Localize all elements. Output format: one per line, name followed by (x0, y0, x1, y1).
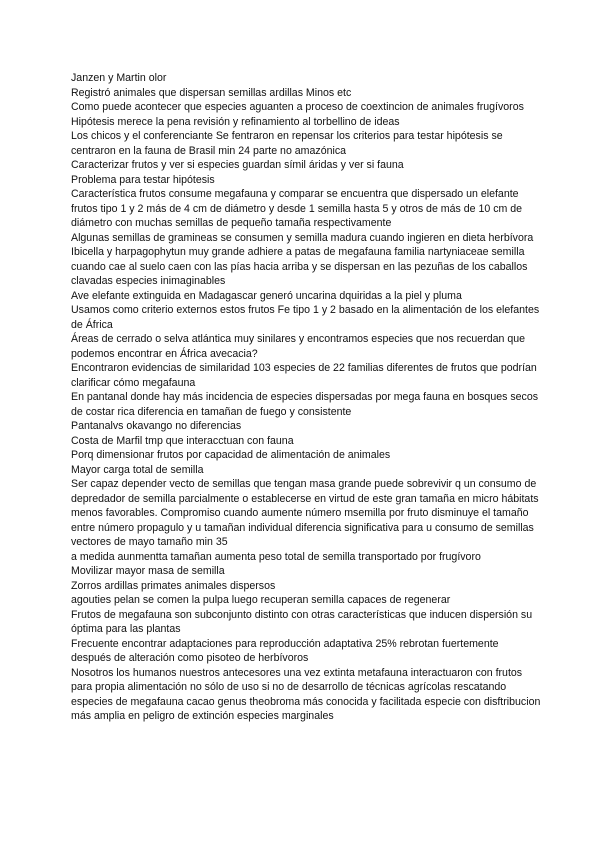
note-line: Característica frutos consume megafauna y comparar se encuentra que dispersado un elefante frutos tipo 1 y 2 más de 4 cm de diámetro y desde 1 semilla hasta 5 y otros de más de 10 cm de diámetro con muchas semillas de pequeño tamaña respectivamente (71, 188, 523, 229)
note-line: Ser capaz depender vecto de semillas que tengan masa grande puede sobrevivir q un consumo de depredador de semilla parcialmente o establecerse en virtud de este gran tamaña en micro hábitats menos favorables. Compromiso cuando aumente número msemilla por fruto disminuye el tamaño entre número propagulo y u tamañan individual diferencia significativa para u consumo de semillas vectores de mayo tamaño min 35 (71, 478, 539, 548)
note-line: agouties pelan se comen la pulpa luego recuperan semilla capaces de regenerar (71, 594, 451, 606)
note-line: Costa de Marfil tmp que interacctuan con fauna (71, 434, 294, 447)
note-line: Usamos como criterio externos estos frutos Fe tipo 1 y 2 basado en la alimentación de los elefantes de África (71, 304, 540, 331)
note-line: Como puede acontecer que especies aguanten a proceso de coextincion de animales frugívoros (71, 101, 524, 113)
note-line: Frecuente encontrar adaptaciones para reproducción adaptativa 25% rebrotan fuertemente después de alteración como pisoteo de herbívoros (71, 637, 499, 664)
notes-body (71, 71, 541, 724)
note-line: Ibicella y harpagophytun muy grande adhiere a patas de megafauna familia nartyniaceae semilla cuando cae al suelo caen con las pías hacia arriba y se dispersan en las pezuñas de los caballos clavadas especies inimaginables (71, 246, 528, 287)
note-line: Los chicos y el conferenciante Se fentraron en repensar los criterios para testar hipótesis se centraron en la fauna de Brasil min 24 parte no amazónica (71, 130, 503, 157)
note-line: Janzen y Martin olor (71, 72, 167, 84)
note-line: Registró animales que dispersan semillas ardillas Minos etc (71, 86, 352, 99)
note-line: Problema para testar hipótesis (71, 173, 215, 186)
note-line: a medida aunmentta tamañan aumenta peso total de semilla transportado por frugívoro (71, 550, 481, 563)
note-line: Nosotros los humanos nuestros antecesores una vez extinta metafauna interactuaron con frutos para propia alimentación no sólo de uso si no de desarrollo de técnicas agrícolas rescatando especies de megafauna cacao genus theobroma más conocida y facilitada especie con disftribucion más amplia en peligro de extinción especies marginales (71, 666, 541, 722)
note-line: Áreas de cerrado o selva atlántica muy sinilares y encontramos especies que nos recuerdan que podemos encontrar en África avecacia? (71, 333, 526, 360)
note-line: Hipótesis merece la pena revisión y refinamiento al torbellino de ideas (71, 115, 400, 128)
note-line: Ave elefante extinguida en Madagascar generó uncarina dquiridas a la piel y pluma (71, 289, 462, 302)
note-line: En pantanal donde hay más incidencia de especies dispersadas por mega fauna en bosques secos de costar rica diferencia en tamañan de fuego y consistente (71, 391, 539, 418)
note-line: Pantanalvs okavango no diferencias (71, 420, 242, 432)
note-line: Movilizar mayor masa de semilla (71, 565, 225, 577)
note-line: Porq dimensionar frutos por capacidad de alimentación de animales (71, 449, 391, 461)
note-line: Zorros ardillas primates animales dispersos (71, 579, 276, 592)
note-line: Caracterizar frutos y ver si especies guardan símil áridas y ver si fauna (71, 159, 404, 171)
note-line: Mayor carga total de semilla (71, 463, 204, 476)
note-line: Frutos de megafauna son subconjunto distinto con otras características que inducen dispersión su óptima para las plantas (71, 608, 533, 635)
note-line: Algunas semillas de gramineas se consumen y semilla madura cuando ingieren en dieta herbívora (71, 231, 534, 244)
note-line: Encontraron evidencias de similaridad 103 especies de 22 familias diferentes de frutos que podrían clarificar cómo megafauna (71, 362, 537, 389)
